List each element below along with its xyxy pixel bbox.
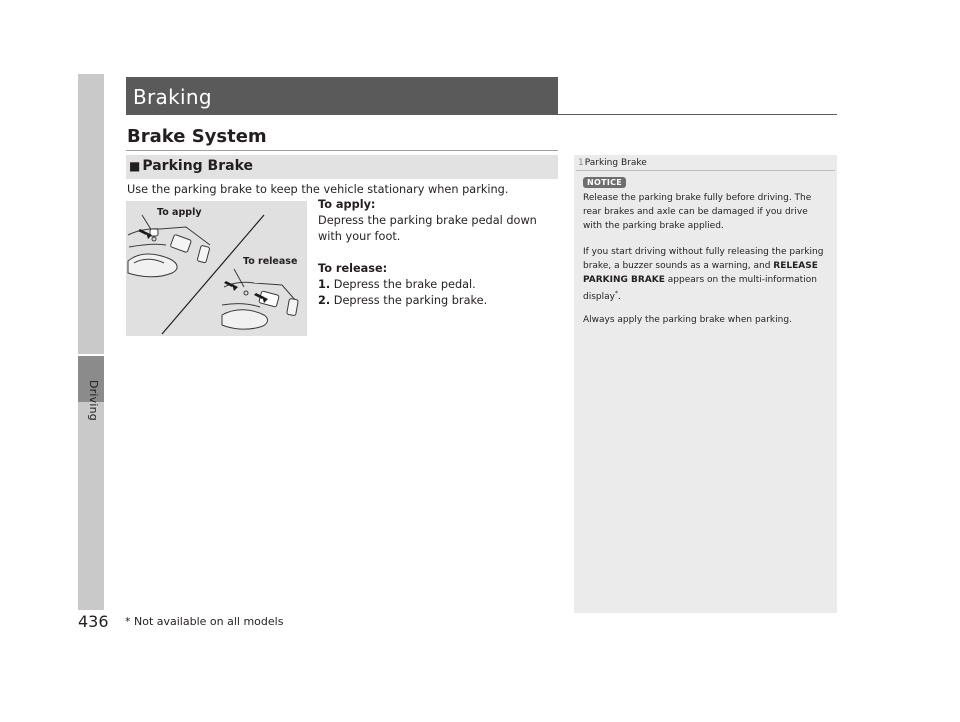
notes-para-2 <box>583 245 828 304</box>
side-tab-bottom <box>78 402 104 610</box>
chapter-rule <box>558 114 837 115</box>
notes-title: Parking Brake <box>584 158 647 168</box>
subsection-marker: ■ <box>129 159 141 173</box>
notes-para-2-bold: RELEASE PARKING BRAKE <box>583 261 818 285</box>
apply-heading: To apply: <box>318 198 376 211</box>
section-rule <box>126 150 558 151</box>
side-tab-top <box>78 74 104 354</box>
release-step-2 <box>318 293 558 309</box>
intro-text: Use the parking brake to keep the vehicle stationary when parking. <box>127 183 509 196</box>
release-step-1-num: 1. <box>318 278 331 291</box>
instructions <box>318 197 558 309</box>
apply-text: Depress the parking brake pedal down with your foot. <box>318 214 537 243</box>
notes-para-1: Release the parking brake fully before driving. The rear brakes and axle can be damaged if you drive with the parking brake applied. <box>583 193 812 231</box>
notice-badge: NOTICE <box>583 177 626 188</box>
release-step-1 <box>318 277 558 293</box>
apply-pedal-drawing <box>128 215 210 277</box>
figure-label-release: To release <box>243 256 298 267</box>
notes-index: 1 <box>578 158 584 168</box>
release-step-1-text: Depress the brake pedal. <box>333 278 476 291</box>
parking-brake-figure <box>126 201 307 336</box>
parking-brake-illustration <box>126 201 307 336</box>
side-tab-label: Driving <box>87 380 100 421</box>
release-pedal-drawing <box>222 269 298 329</box>
subsection-title <box>129 158 253 174</box>
figure-label-apply: To apply <box>157 207 202 218</box>
subsection-label: Parking Brake <box>142 158 254 174</box>
release-step-2-num: 2. <box>318 294 331 307</box>
footnote: * Not available on all models <box>125 615 284 628</box>
notes-para-2-end: . <box>617 292 621 302</box>
release-heading: To release: <box>318 262 388 275</box>
release-step-2-text: Depress the parking brake. <box>333 294 488 307</box>
notes-para-2-star: * <box>614 290 618 297</box>
chapter-title: Braking <box>133 85 212 109</box>
notes-rule <box>576 170 835 171</box>
page-number: 436 <box>78 612 109 631</box>
notes-para-2-start: If you start driving without fully releasing the parking brake, a buzzer sounds as a warning, and <box>583 247 824 271</box>
notes-heading <box>578 158 647 168</box>
notes-para-2-mid: appears on the multi-information display <box>583 275 817 302</box>
section-title: Brake System <box>127 126 267 147</box>
notes-para-3: Always apply the parking brake when parking. <box>583 315 792 325</box>
